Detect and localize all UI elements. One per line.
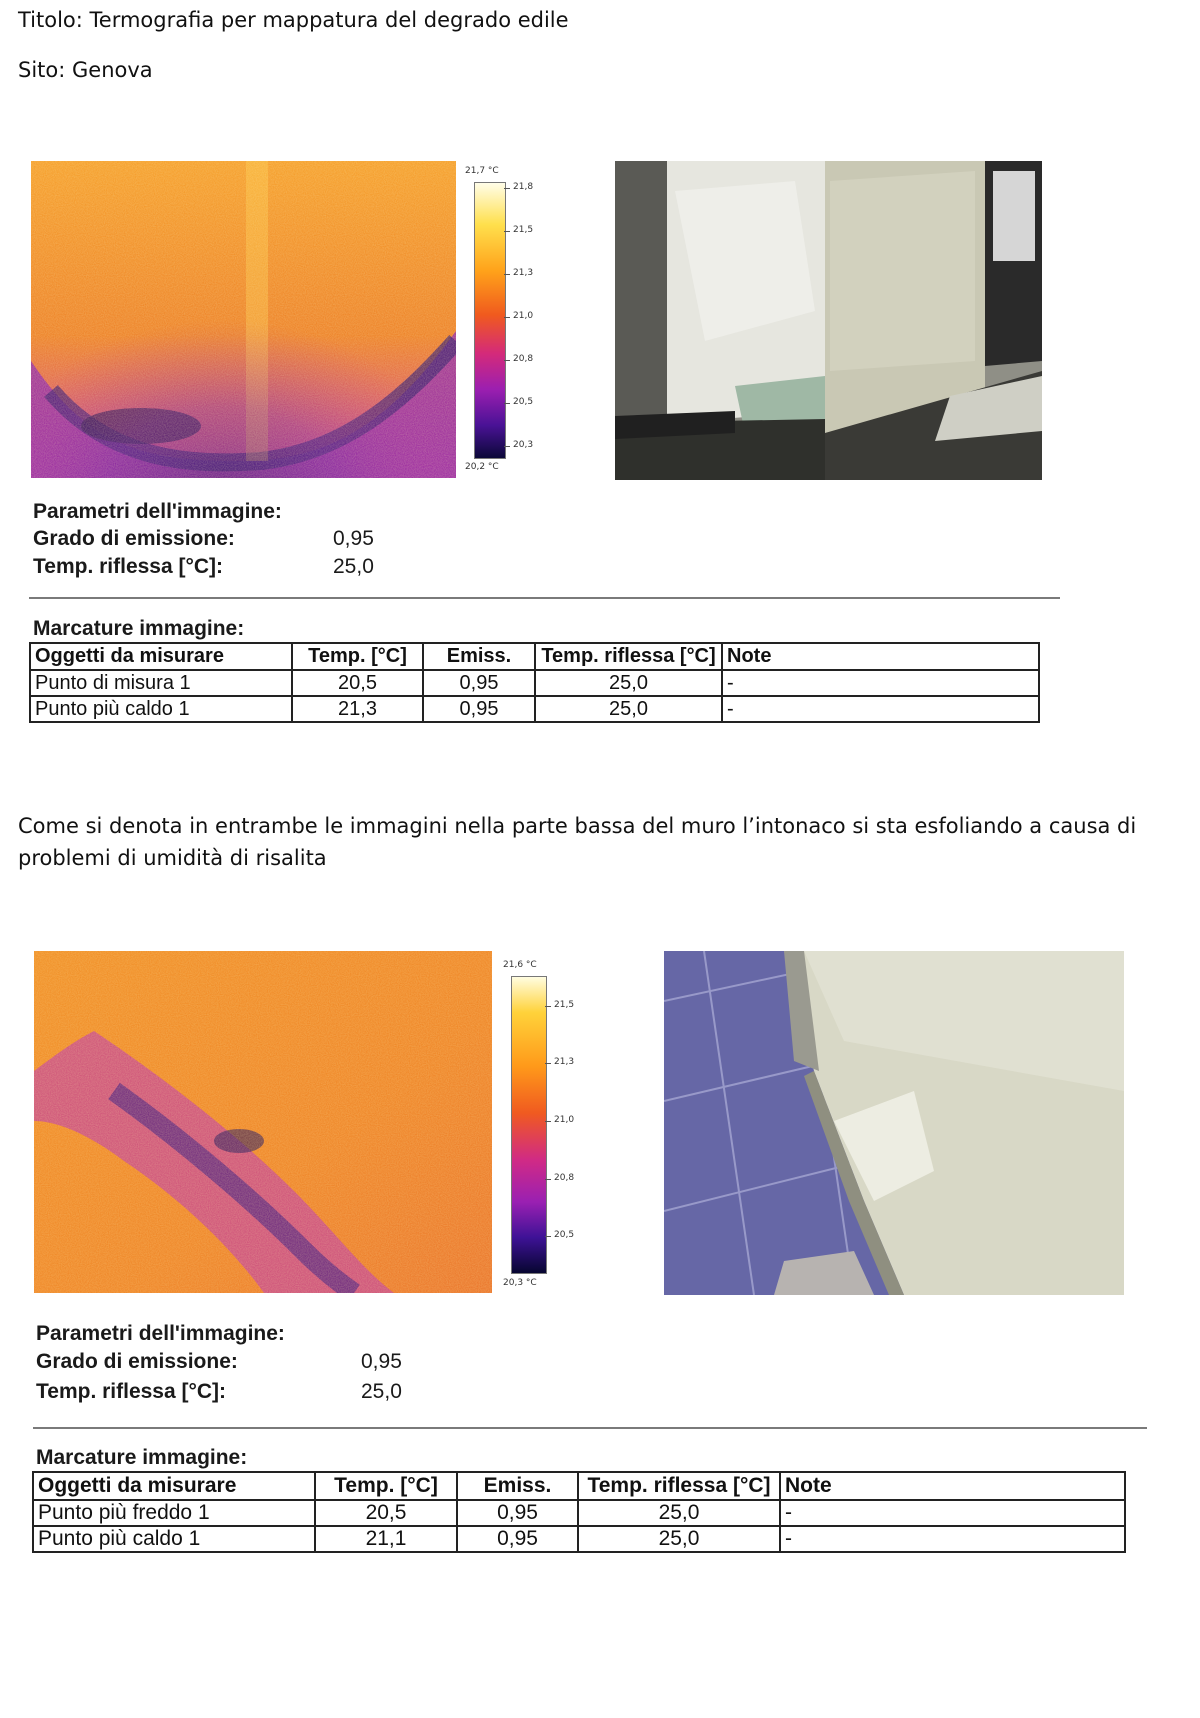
cell-reflected-temp: 25,0 [535,670,722,696]
markings-title: Marcature immagine: [33,617,245,640]
emission-value: 0,95 [333,527,374,550]
col-header-temp: Temp. [°C] [292,643,423,670]
cell-note: - [722,670,1039,696]
color-scale-bar [474,182,506,459]
scale-tick [504,360,510,361]
scale-tick [504,274,510,275]
col-header-objects: Oggetti da misurare [33,1472,315,1500]
scale-tick-label: 21,3 [513,267,534,278]
divider-line [33,1427,1147,1429]
scale-tick-label: 20,5 [513,396,534,407]
cell-temp: 21,1 [315,1526,457,1552]
cell-reflected-temp: 25,0 [535,696,722,722]
scale-tick [545,1121,551,1122]
cell-reflected-temp: 25,0 [578,1526,780,1552]
scale-tick-label: 21,0 [554,1115,575,1126]
markings-table-2 [32,1471,1126,1553]
cell-emiss: 0,95 [457,1500,578,1526]
thermal-image-1 [31,161,456,478]
parameters-title: Parametri dell'immagine: [36,1322,285,1345]
reflected-temp-label: Temp. riflessa [°C]: [33,555,224,578]
col-header-objects: Oggetti da misurare [30,643,292,670]
table-row [33,1500,1125,1526]
scale-tick [545,1006,551,1007]
cell-note: - [722,696,1039,722]
scale-tick-label: 21,5 [513,224,534,235]
table-row [30,696,1039,722]
scale-tick [545,1236,551,1237]
site-label: Sito: Genova [18,58,153,82]
scale-tick-label: 21,8 [513,181,534,192]
cell-object: Punto più caldo 1 [30,696,292,722]
document-title: Titolo: Termografia per mappatura del degrado edile [18,8,569,32]
scale-tick-label: 20,5 [554,1230,575,1241]
cell-temp: 20,5 [292,670,423,696]
description-paragraph: Come si denota in entrambe le immagini nella parte bassa del muro l’intonaco si sta esfoliando a causa di problemi di umidità di risalita [18,814,1137,870]
col-header-note: Note [722,643,1039,670]
scale-tick [545,1063,551,1064]
scale-min-label: 20,2 °C [465,462,499,472]
cell-reflected-temp: 25,0 [578,1500,780,1526]
divider-line [29,597,1060,599]
scale-tick [545,1179,551,1180]
table-header-row [33,1472,1125,1500]
scale-tick-label: 20,8 [554,1172,575,1183]
cell-object: Punto di misura 1 [30,670,292,696]
scale-tick-label: 20,8 [513,353,534,364]
markings-title: Marcature immagine: [36,1446,248,1469]
reflected-temp-value: 25,0 [333,555,374,578]
markings-table-1 [29,642,1040,723]
emission-label: Grado di emissione: [33,527,235,550]
col-header-note: Note [780,1472,1125,1500]
cell-emiss: 0,95 [423,696,535,722]
table-row [33,1526,1125,1552]
table-header-row [30,643,1039,670]
col-header-emiss: Emiss. [457,1472,578,1500]
cell-emiss: 0,95 [423,670,535,696]
scale-tick-label: 21,5 [554,999,575,1010]
cell-object: Punto più freddo 1 [33,1500,315,1526]
scale-tick [504,403,510,404]
cell-temp: 21,3 [292,696,423,722]
scale-tick-label: 21,0 [513,310,534,321]
cell-note: - [780,1526,1125,1552]
visual-photo-2 [664,951,1124,1295]
scale-tick [504,317,510,318]
color-scale-bar [511,976,547,1274]
col-header-reflected-temp: Temp. riflessa [°C] [535,643,722,670]
scale-max-label: 21,6 °C [503,960,537,970]
image-parameters [36,1322,456,1410]
scale-tick-label: 20,3 [513,440,534,450]
cell-temp: 20,5 [315,1500,457,1526]
reflected-temp-value: 25,0 [361,1380,402,1403]
scale-tick [504,446,510,447]
cell-object: Punto più caldo 1 [33,1526,315,1552]
parameters-title: Parametri dell'immagine: [33,500,282,523]
emission-label: Grado di emissione: [36,1350,238,1373]
col-header-emiss: Emiss. [423,643,535,670]
scale-tick [504,188,510,189]
table-row [30,670,1039,696]
col-header-temp: Temp. [°C] [315,1472,457,1500]
visual-photo-1 [615,161,1042,480]
emission-value: 0,95 [361,1350,402,1373]
thermal-image-2 [34,951,492,1293]
image-parameters [33,500,433,583]
scale-tick [504,231,510,232]
cell-emiss: 0,95 [457,1526,578,1552]
scale-max-label: 21,7 °C [465,166,499,176]
reflected-temp-label: Temp. riflessa [°C]: [36,1380,227,1403]
col-header-reflected-temp: Temp. riflessa [°C] [578,1472,780,1500]
cell-note: - [780,1500,1125,1526]
scale-min-label: 20,3 °C [503,1278,537,1288]
scale-tick-label: 21,3 [554,1057,575,1068]
